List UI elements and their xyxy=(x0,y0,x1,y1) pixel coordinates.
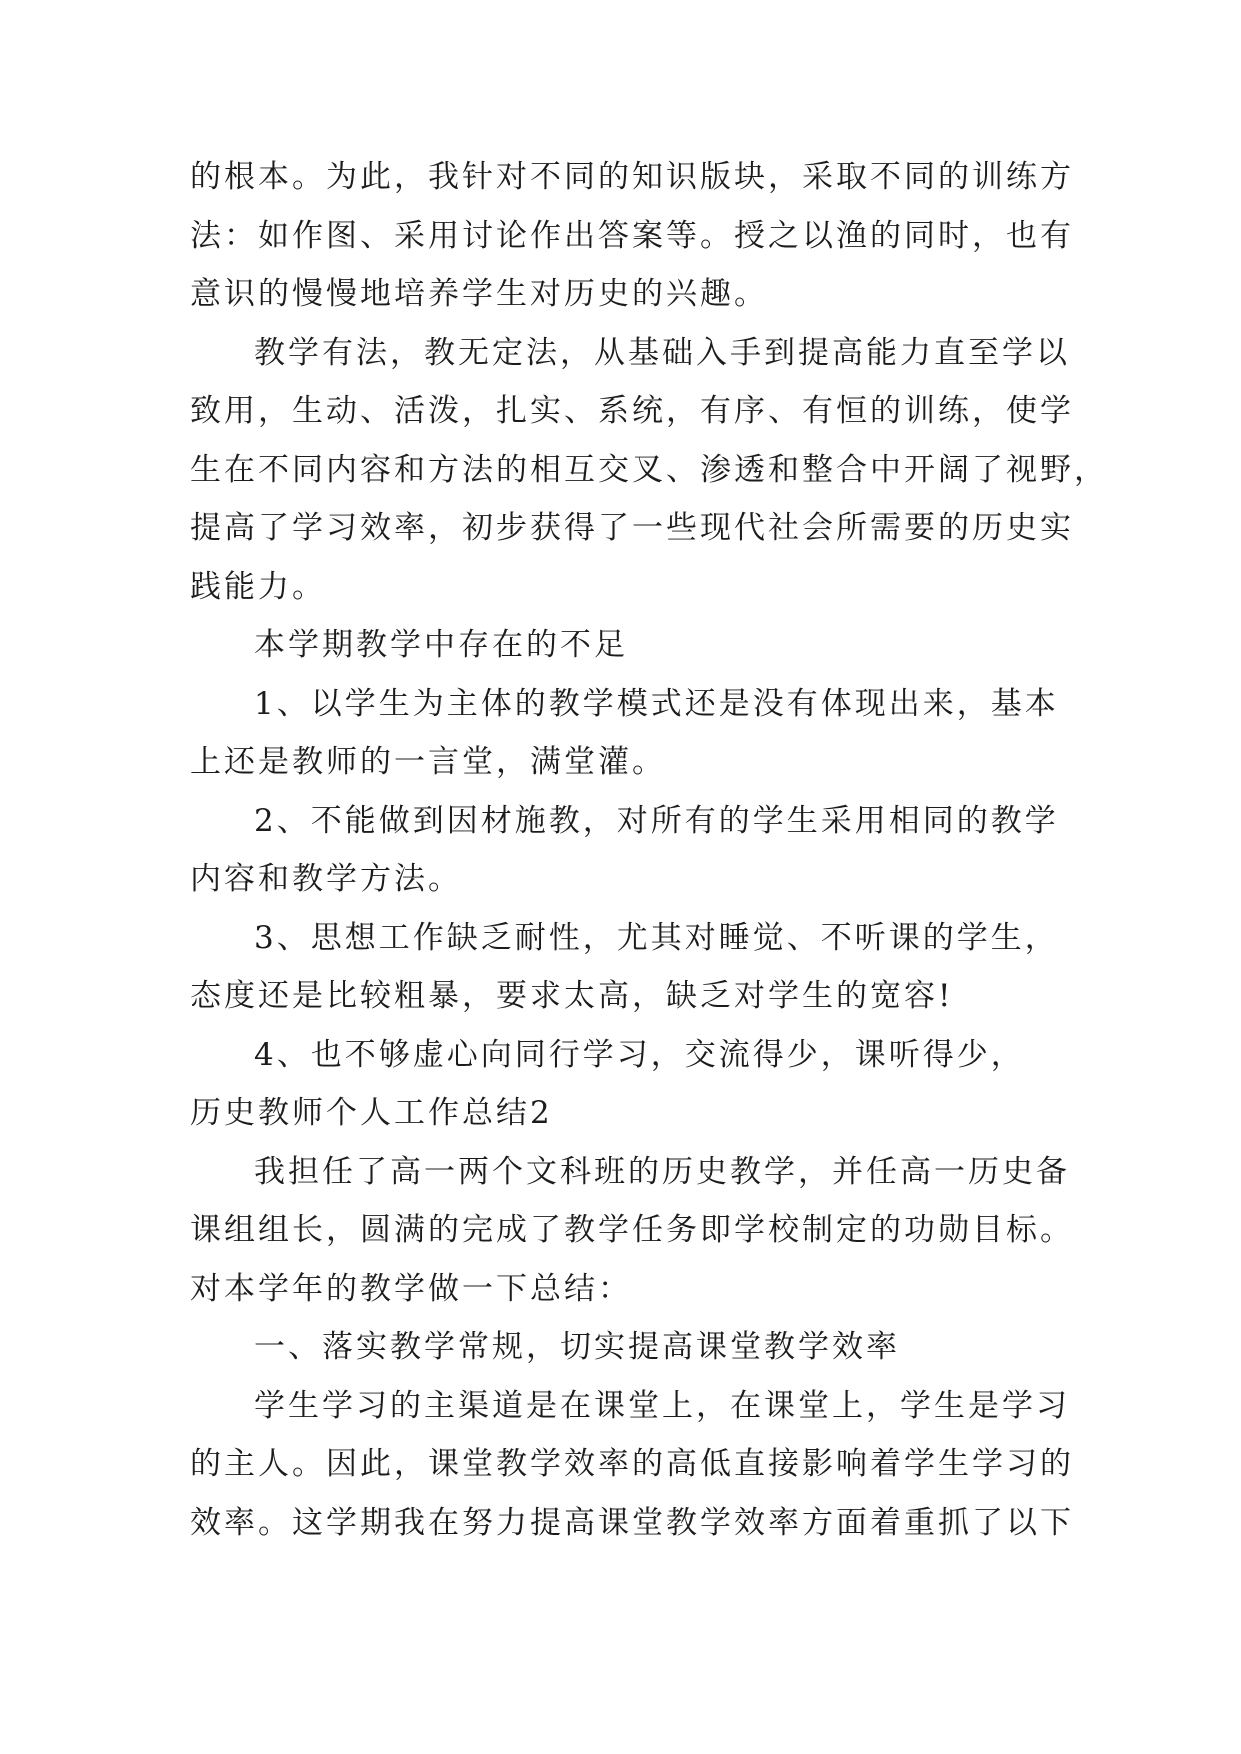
list-item-first-line: 1、以学生为主体的教学模式还是没有体现出来，基本 xyxy=(254,685,1059,722)
list-item-first-line: 3、思想工作缺乏耐性，尤其对睡觉、不听课的学生， xyxy=(254,919,1059,956)
section-heading: 一、落实教学常规，切实提高课堂教学效率 xyxy=(254,1329,900,1365)
text-line: 的主人。因此，课堂教学效率的高低直接影响着学生学习的 xyxy=(190,1446,1074,1482)
text-line: 对本学年的教学做一下总结： xyxy=(190,1270,632,1307)
section-heading: 本学期教学中存在的不足 xyxy=(254,627,628,663)
text-line: 上还是教师的一言堂，满堂灌。 xyxy=(190,744,666,780)
text-line: 课组组长，圆满的完成了教学任务即学校制定的功勋目标。 xyxy=(190,1212,1074,1248)
text-line: 法：如作图、采用讨论作出答案等。授之以渔的同时，也有 xyxy=(190,217,1074,254)
list-item-first-line: 4、也不够虚心向同行学习，交流得少，课听得少， xyxy=(254,1036,1025,1073)
text-line: 的根本。为此，我针对不同的知识版块，采取不同的训练方 xyxy=(190,159,1074,195)
text-line: 内容和教学方法。 xyxy=(190,861,462,897)
text-line: 生在不同内容和方法的相互交叉、渗透和整合中开阔了视野， xyxy=(190,451,1108,488)
article-title: 历史教师个人工作总结2 xyxy=(190,1095,553,1131)
text-line: 提高了学习效率，初步获得了一些现代社会所需要的历史实 xyxy=(190,510,1074,546)
list-item-first-line: 2、不能做到因材施教，对所有的学生采用相同的教学 xyxy=(254,802,1059,839)
text-line: 态度还是比较粗暴，要求太高，缺乏对学生的宽容! xyxy=(190,978,954,1014)
paragraph-first-line: 我担任了高一两个文科班的历史教学，并任高一历史备 xyxy=(254,1153,1070,1190)
document-body xyxy=(190,148,1108,1552)
text-line: 践能力。 xyxy=(190,568,326,605)
text-line: 效率。这学期我在努力提高课堂教学效率方面着重抓了以下 xyxy=(190,1504,1074,1541)
text-line: 致用，生动、活泼，扎实、系统，有序、有恒的训练，使学 xyxy=(190,393,1074,429)
paragraph-first-line: 教学有法，教无定法，从基础入手到提高能力直至学以 xyxy=(254,334,1070,371)
text-line: 意识的慢慢地培养学生对历史的兴趣。 xyxy=(190,276,768,312)
paragraph-first-line: 学生学习的主渠道是在课堂上，在课堂上，学生是学习 xyxy=(254,1387,1070,1424)
